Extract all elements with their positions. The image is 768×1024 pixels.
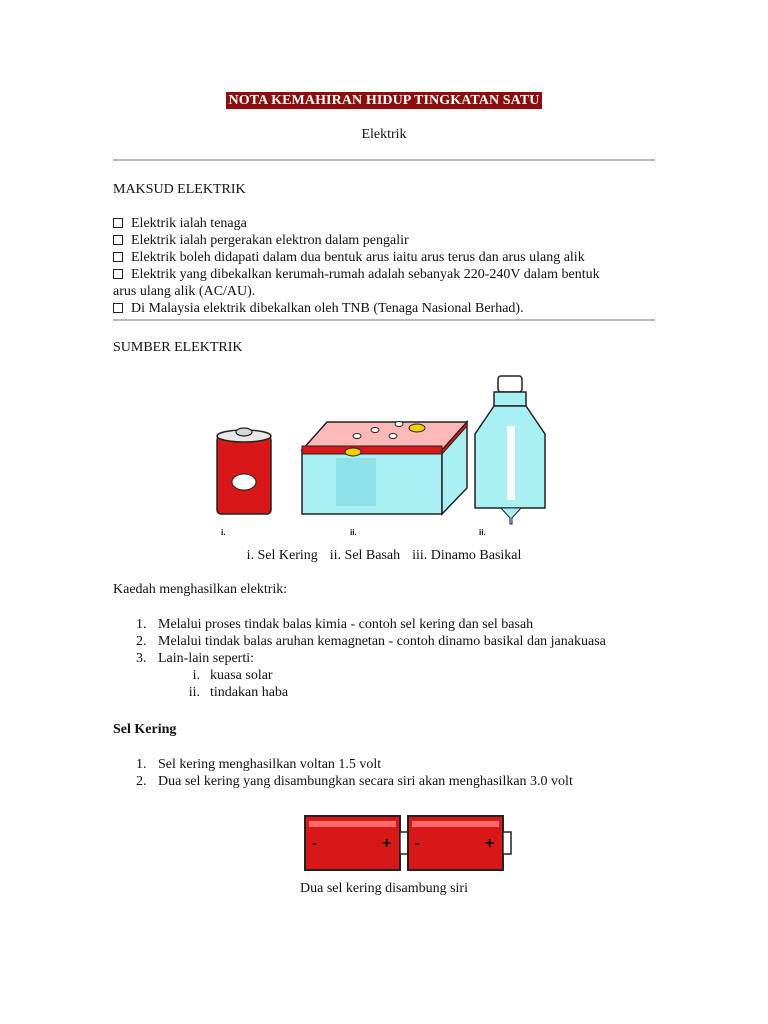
- checkbox-icon: [113, 235, 123, 245]
- list-item: Elektrik ialah tenaga: [113, 215, 658, 232]
- list-item: Elektrik yang dibekalkan kerumah-rumah adalah sebanyak 220-240V dalam bentuk arus ulang alik (AC/AU).: [113, 267, 600, 299]
- figure-caption-sumber: i. Sel Kering ii. Sel Basah iii. Dinamo Basikal: [246, 548, 522, 563]
- list-item: Elektrik boleh didapati dalam dua bentuk arus iaitu arus terus dan arus ulang alik: [113, 249, 658, 266]
- battery-icon: [408, 816, 511, 870]
- kaedah-list: [136, 616, 606, 701]
- list-item: Elektrik ialah pergerakan elektron dalam pengalir: [113, 232, 658, 249]
- minus-sign: -: [415, 835, 420, 851]
- list-item: 2. Melalui tindak balas aruhan kemagnetan - contoh dinamo basikal dan janakuasa: [136, 634, 606, 649]
- kaedah-intro: Kaedah menghasilkan elektrik:: [113, 582, 288, 597]
- sumber-illustration: [205, 372, 555, 542]
- plus-sign: +: [485, 835, 495, 852]
- section-heading-maksud: MAKSUD ELEKTRIK: [113, 182, 246, 197]
- figure-caption-batteries: Dua sel kering disambung siri: [300, 881, 468, 896]
- section-heading-selkering: Sel Kering: [113, 722, 177, 737]
- doc-subtitle: Elektrik: [361, 127, 407, 142]
- list-item: i. kuasa solar: [192, 668, 273, 683]
- list-item: 1. Melalui proses tindak balas kimia - contoh sel kering dan sel basah: [136, 617, 534, 632]
- image-label: ii.: [350, 528, 357, 537]
- list-item: 3. Lain-lain seperti: i. kuasa solar ii. tindakan haba: [136, 650, 606, 701]
- dry-cell-icon: [217, 428, 271, 514]
- image-label: ii.: [479, 528, 486, 537]
- wet-cell-icon: [302, 422, 467, 515]
- minus-sign: -: [312, 835, 317, 851]
- list-item: ii. tindakan haba: [188, 685, 289, 700]
- bottle-dynamo-icon: [475, 376, 545, 524]
- checkbox-icon: [113, 218, 123, 228]
- kaedah-sublist: [158, 667, 606, 701]
- divider-top: [113, 159, 655, 161]
- checkbox-icon: [113, 303, 123, 313]
- checkbox-icon: [113, 269, 123, 279]
- maksud-list: [113, 215, 658, 317]
- list-item: Di Malaysia elektrik dibekalkan oleh TNB (Tenaga Nasional Berhad).: [113, 300, 658, 317]
- checkbox-icon: [113, 252, 123, 262]
- list-item: 2. Dua sel kering yang disambungkan secara siri akan menghasilkan 3.0 volt: [136, 774, 573, 789]
- selkering-list: [136, 756, 573, 790]
- section-heading-sumber: SUMBER ELEKTRIK: [113, 340, 243, 355]
- doc-title: NOTA KEMAHIRAN HIDUP TINGKATAN SATU: [228, 93, 540, 108]
- series-batteries-illustration: [300, 812, 525, 874]
- list-item: 1. Sel kering menghasilkan voltan 1.5 volt: [136, 757, 382, 772]
- divider-middle: [113, 319, 655, 321]
- battery-icon: [305, 816, 408, 870]
- image-label: i.: [221, 528, 226, 537]
- plus-sign: +: [382, 835, 392, 852]
